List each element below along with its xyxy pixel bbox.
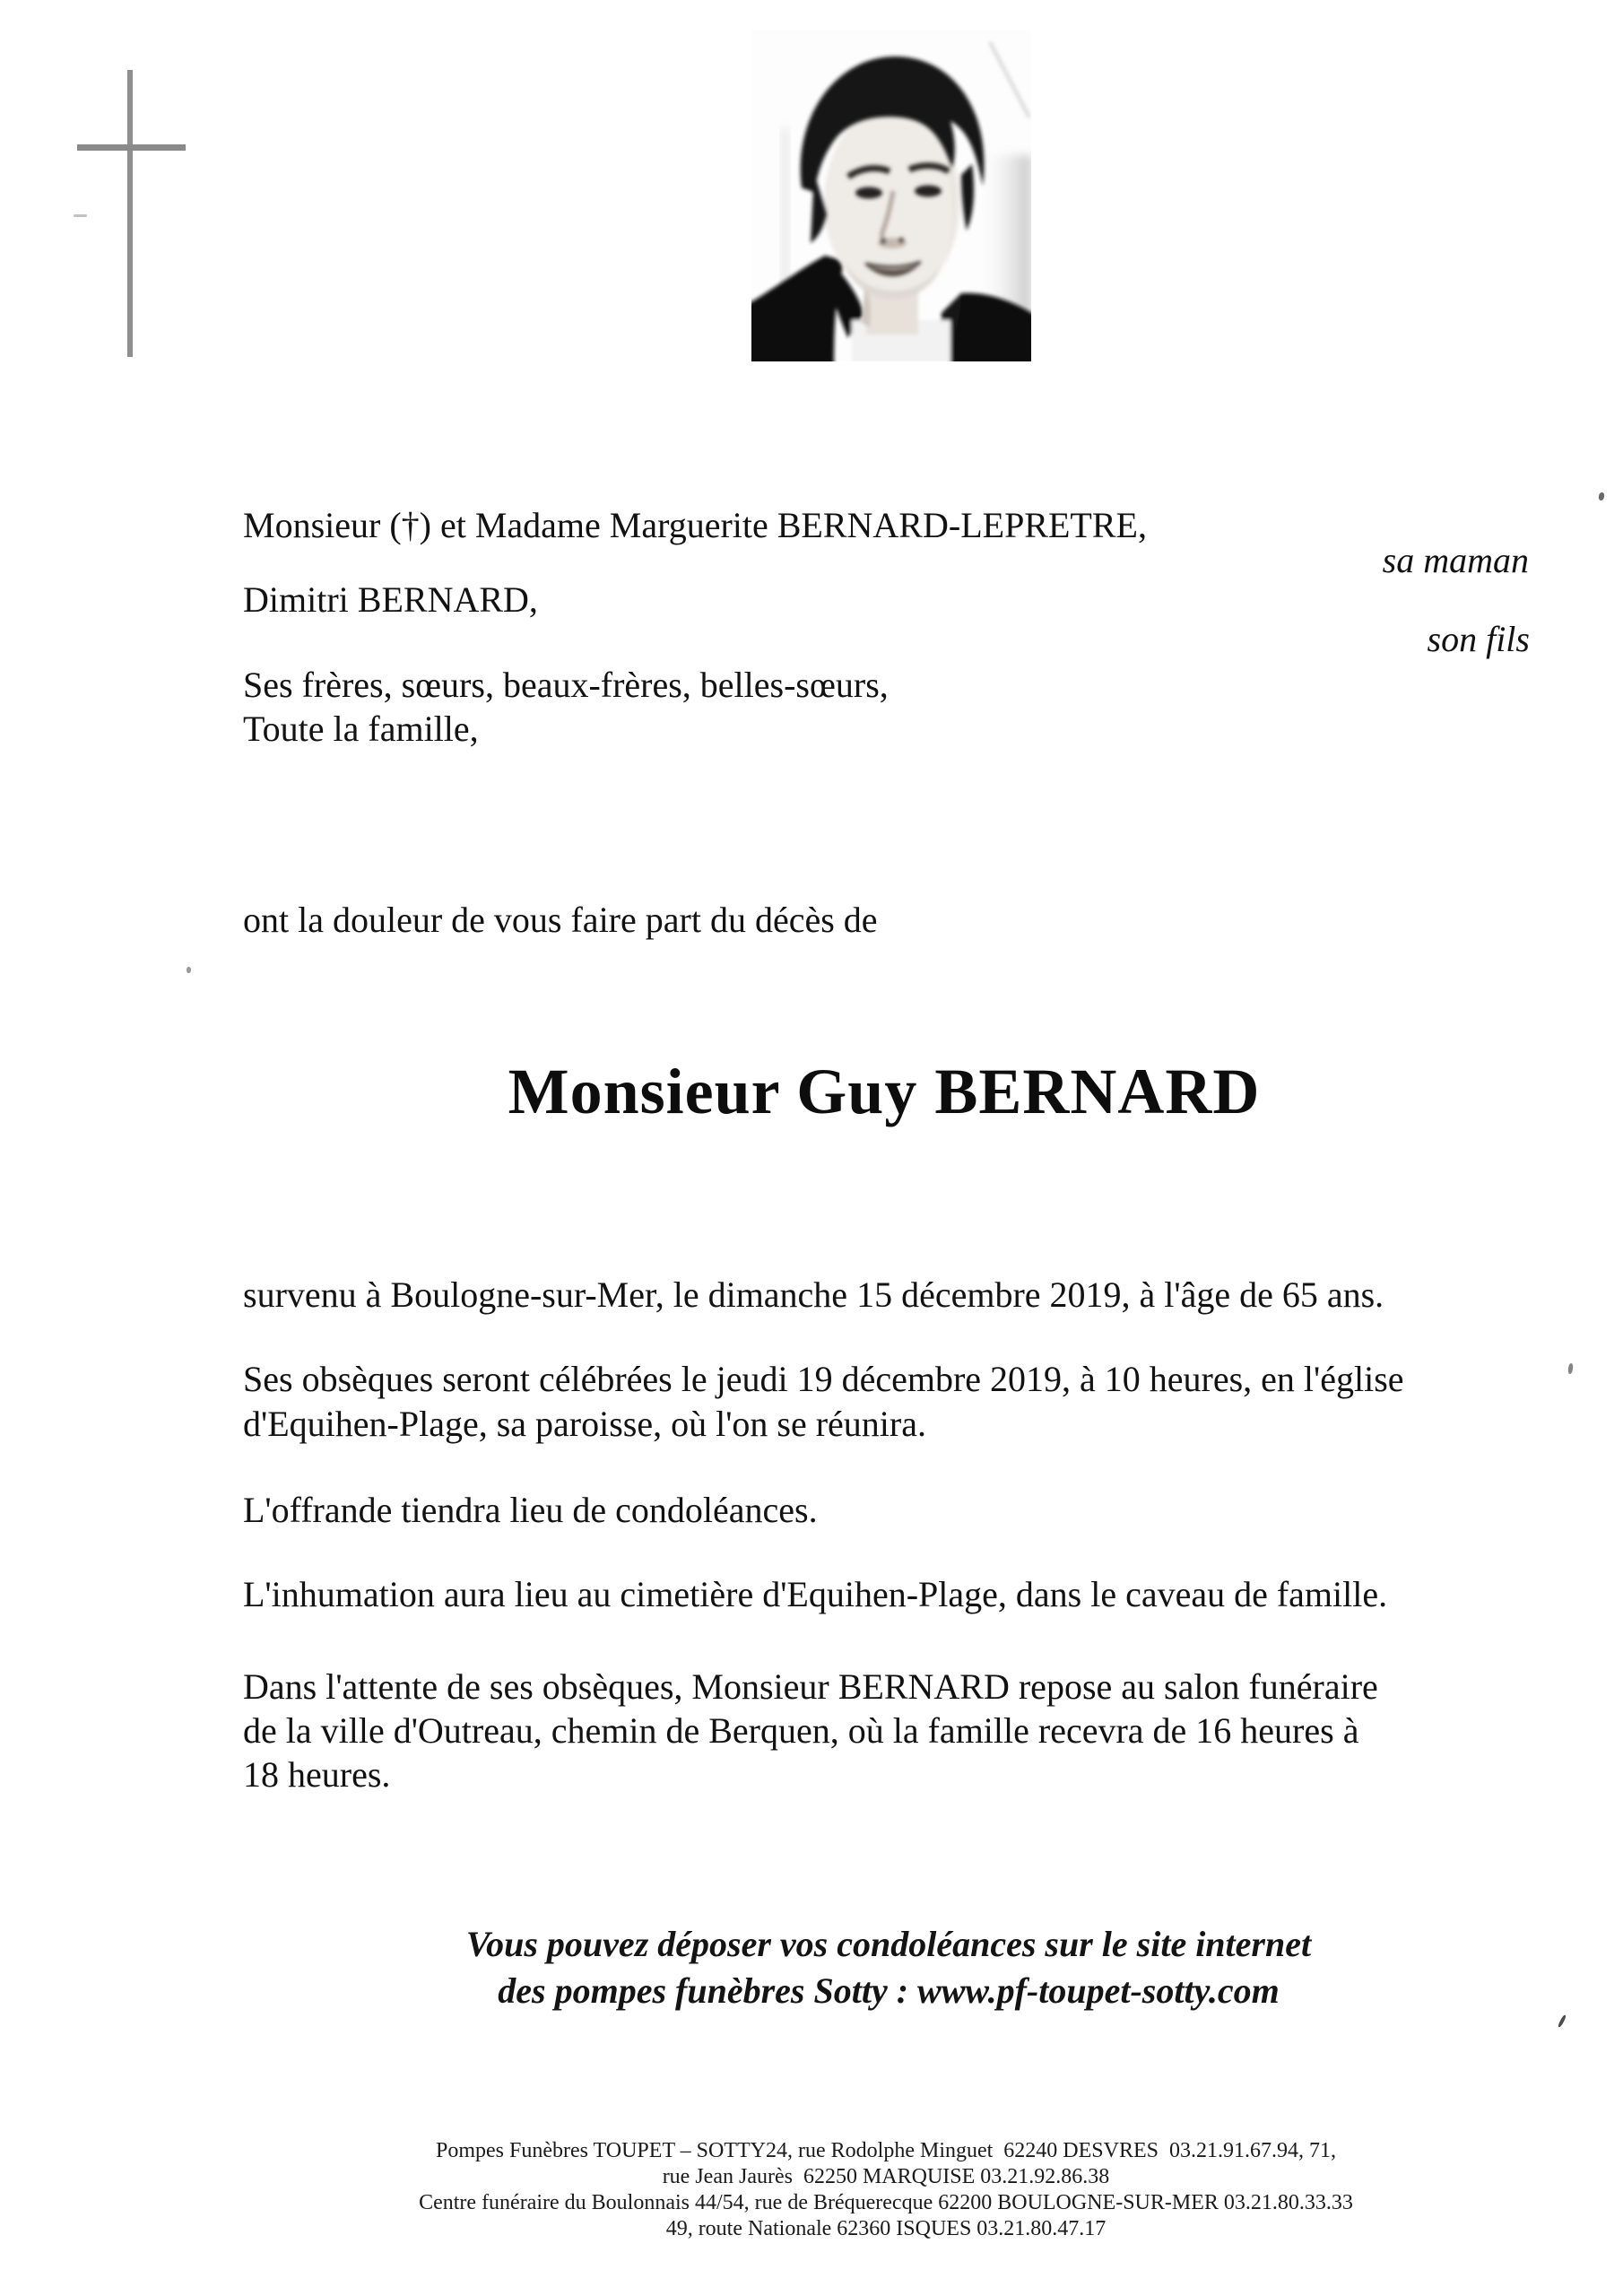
- condolences-note: [243, 1921, 1534, 2014]
- body-line-repose-1: Dans l'attente de ses obsèques, Monsieur BERNARD repose au salon funéraire: [243, 1666, 1378, 1707]
- footer-line-desvres: Pompes Funèbres TOUPET – SOTTY24, rue Rodolphe Minguet 62240 DESVRES 03.21.91.67.94, 71,: [435, 2139, 1336, 2162]
- footer-line-marquise: rue Jean Jaurès 62250 MARQUISE 03.21.92.86.38: [662, 2165, 1110, 2188]
- body-line-repose-3: 18 heures.: [243, 1754, 391, 1795]
- scan-artifact: [1598, 491, 1605, 500]
- scan-artifact: [1558, 2014, 1567, 2028]
- body-line-death: survenu à Boulogne-sur-Mer, le dimanche 15 décembre 2019, à l'âge de 65 ans.: [243, 1274, 1384, 1315]
- family-line-parents: Monsieur (†) et Madame Marguerite BERNARD-LEPRETRE,: [243, 505, 1147, 545]
- scan-artifact: [1567, 1363, 1574, 1375]
- intro-sentence: ont la douleur de vous faire part du décès de: [243, 900, 878, 940]
- scan-artifact: [74, 214, 87, 217]
- footer-line-isques: 49, route Nationale 62360 ISQUES 03.21.80.47.17: [665, 2217, 1107, 2240]
- portrait-photo: [751, 30, 1031, 361]
- footer-line-boulogne: Centre funéraire du Boulonnais 44/54, rue de Bréquerecque 62200 BOULOGNE-SUR-MER 03.21.80.33.33: [419, 2191, 1353, 2214]
- scan-artifact: [187, 967, 191, 973]
- relation-son-fils: son fils: [1427, 619, 1530, 659]
- body-line-funeral-2: d'Equihen-Plage, sa paroisse, où l'on se réunira.: [243, 1404, 926, 1444]
- portrait-photo-image: [751, 30, 1031, 361]
- body-line-offrande: L'offrande tiendra lieu de condoléances.: [243, 1490, 818, 1530]
- family-line-dimitri: Dimitri BERNARD,: [243, 579, 538, 620]
- condolences-note-line-2: des pompes funèbres Sotty : www.pf-toupet-sotty.com: [498, 1970, 1280, 2011]
- relation-sa-maman: sa maman: [1382, 540, 1529, 580]
- body-line-repose-2: de la ville d'Outreau, chemin de Berquen, où la famille recevra de 16 heures à: [243, 1710, 1359, 1751]
- body-line-inhumation: L'inhumation aura lieu au cimetière d'Equihen-Plage, dans le caveau de famille.: [243, 1574, 1388, 1614]
- body-line-funeral-1: Ses obsèques seront célébrées le jeudi 19 décembre 2019, à 10 heures, en l'église: [243, 1359, 1404, 1399]
- deceased-name-title: Monsieur Guy BERNARD: [508, 1056, 1261, 1127]
- family-line-toute-famille: Toute la famille,: [243, 709, 479, 749]
- condolences-note-line-1: Vous pouvez déposer vos condoléances sur le site internet: [465, 1924, 1312, 1964]
- cross-horizontal-bar: [77, 144, 186, 151]
- cross-vertical-bar: [127, 70, 133, 357]
- funeral-home-footer: [160, 2138, 1612, 2242]
- family-line-siblings: Ses frères, sœurs, beaux-frères, belles-sœurs,: [243, 665, 889, 705]
